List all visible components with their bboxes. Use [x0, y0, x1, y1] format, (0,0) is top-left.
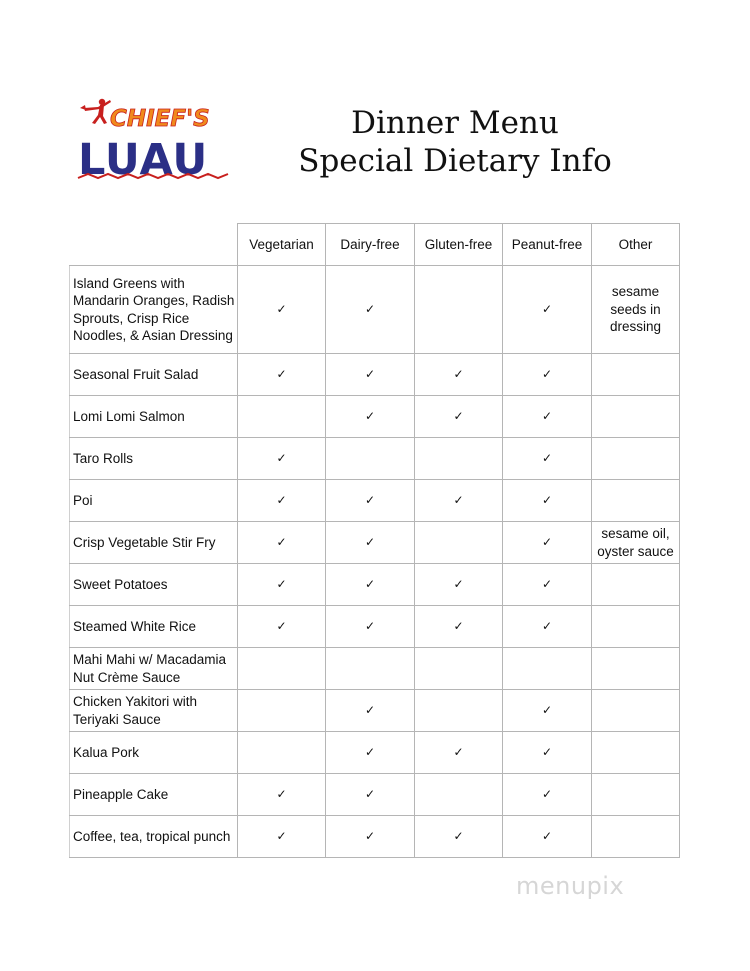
table-row — [70, 354, 680, 396]
vegetarian-check — [238, 396, 326, 438]
peanut-free-check: ✓ — [503, 606, 592, 648]
fire-dancer-icon — [80, 99, 111, 124]
dairy-free-check: ✓ — [326, 522, 415, 564]
column-header-vegetarian: Vegetarian — [238, 224, 326, 266]
peanut-free-check: ✓ — [503, 266, 592, 354]
vegetarian-check: ✓ — [238, 354, 326, 396]
gluten-free-check: ✓ — [415, 354, 503, 396]
menu-item-name: Mahi Mahi w/ Macadamia Nut Crème Sauce — [70, 648, 238, 690]
brand-line-1: CHIEF'S — [110, 106, 210, 132]
menu-item-name: Taro Rolls — [70, 438, 238, 480]
gluten-free-check: ✓ — [415, 396, 503, 438]
other-note — [592, 396, 680, 438]
table-row — [70, 606, 680, 648]
gluten-free-check — [415, 774, 503, 816]
column-header-gluten-free: Gluten-free — [415, 224, 503, 266]
vegetarian-check: ✓ — [238, 480, 326, 522]
chiefs-luau-logo — [76, 96, 236, 182]
column-header-peanut-free: Peanut-free — [503, 224, 592, 266]
other-note — [592, 690, 680, 732]
peanut-free-check — [503, 648, 592, 690]
table-row — [70, 564, 680, 606]
dairy-free-check — [326, 438, 415, 480]
other-note: sesame seeds in dressing — [592, 266, 680, 354]
peanut-free-check: ✓ — [503, 438, 592, 480]
other-note — [592, 438, 680, 480]
menu-item-name: Pineapple Cake — [70, 774, 238, 816]
other-note — [592, 774, 680, 816]
menu-item-name: Island Greens with Mandarin Oranges, Radish Sprouts, Crisp Rice Noodles, & Asian Dressing — [70, 266, 238, 354]
table-row — [70, 774, 680, 816]
title-line-2: Special Dietary Info — [298, 143, 612, 179]
dairy-free-check: ✓ — [326, 606, 415, 648]
table-row — [70, 480, 680, 522]
dairy-free-check: ✓ — [326, 266, 415, 354]
vegetarian-check: ✓ — [238, 816, 326, 858]
peanut-free-check: ✓ — [503, 354, 592, 396]
other-note — [592, 606, 680, 648]
dairy-free-check: ✓ — [326, 480, 415, 522]
dairy-free-check: ✓ — [326, 690, 415, 732]
other-note — [592, 816, 680, 858]
title-line-1: Dinner Menu — [351, 105, 559, 141]
dairy-free-check: ✓ — [326, 396, 415, 438]
table-row — [70, 522, 680, 564]
menu-item-name: Coffee, tea, tropical punch — [70, 816, 238, 858]
table-row — [70, 438, 680, 480]
peanut-free-check: ✓ — [503, 690, 592, 732]
vegetarian-check: ✓ — [238, 564, 326, 606]
dairy-free-check: ✓ — [326, 354, 415, 396]
table-row — [70, 690, 680, 732]
brand-line-2: LUAU — [78, 135, 209, 182]
menu-item-name: Crisp Vegetable Stir Fry — [70, 522, 238, 564]
vegetarian-check: ✓ — [238, 606, 326, 648]
menu-item-name: Seasonal Fruit Salad — [70, 354, 238, 396]
table-row — [70, 266, 680, 354]
other-note: sesame oil, oyster sauce — [592, 522, 680, 564]
peanut-free-check: ✓ — [503, 522, 592, 564]
dairy-free-check: ✓ — [326, 732, 415, 774]
gluten-free-check — [415, 690, 503, 732]
menu-item-name: Sweet Potatoes — [70, 564, 238, 606]
vegetarian-check: ✓ — [238, 266, 326, 354]
table-row — [70, 816, 680, 858]
column-header-dairy-free: Dairy-free — [326, 224, 415, 266]
vegetarian-check: ✓ — [238, 522, 326, 564]
table-row — [70, 396, 680, 438]
other-note — [592, 480, 680, 522]
peanut-free-check: ✓ — [503, 774, 592, 816]
column-header-other: Other — [592, 224, 680, 266]
gluten-free-check — [415, 648, 503, 690]
dietary-info-table — [69, 223, 680, 858]
menu-item-name: Poi — [70, 480, 238, 522]
gluten-free-check: ✓ — [415, 606, 503, 648]
gluten-free-check — [415, 266, 503, 354]
peanut-free-check: ✓ — [503, 480, 592, 522]
menu-item-name: Chicken Yakitori with Teriyaki Sauce — [70, 690, 238, 732]
other-note — [592, 354, 680, 396]
header-row — [70, 224, 680, 266]
menu-item-name: Kalua Pork — [70, 732, 238, 774]
menu-item-name: Steamed White Rice — [70, 606, 238, 648]
vegetarian-check — [238, 732, 326, 774]
header-blank-cell — [70, 224, 238, 266]
dairy-free-check: ✓ — [326, 564, 415, 606]
menu-item-name: Lomi Lomi Salmon — [70, 396, 238, 438]
other-note — [592, 648, 680, 690]
menupix-watermark: menupix — [516, 872, 625, 900]
gluten-free-check: ✓ — [415, 732, 503, 774]
peanut-free-check: ✓ — [503, 732, 592, 774]
vegetarian-check — [238, 648, 326, 690]
peanut-free-check: ✓ — [503, 816, 592, 858]
gluten-free-check — [415, 522, 503, 564]
dairy-free-check — [326, 648, 415, 690]
gluten-free-check — [415, 438, 503, 480]
gluten-free-check: ✓ — [415, 480, 503, 522]
page-title — [290, 104, 620, 180]
vegetarian-check: ✓ — [238, 438, 326, 480]
table-row — [70, 732, 680, 774]
other-note — [592, 732, 680, 774]
vegetarian-check — [238, 690, 326, 732]
peanut-free-check: ✓ — [503, 396, 592, 438]
other-note — [592, 564, 680, 606]
table-row — [70, 648, 680, 690]
vegetarian-check: ✓ — [238, 774, 326, 816]
dairy-free-check: ✓ — [326, 816, 415, 858]
peanut-free-check: ✓ — [503, 564, 592, 606]
gluten-free-check: ✓ — [415, 564, 503, 606]
dairy-free-check: ✓ — [326, 774, 415, 816]
gluten-free-check: ✓ — [415, 816, 503, 858]
